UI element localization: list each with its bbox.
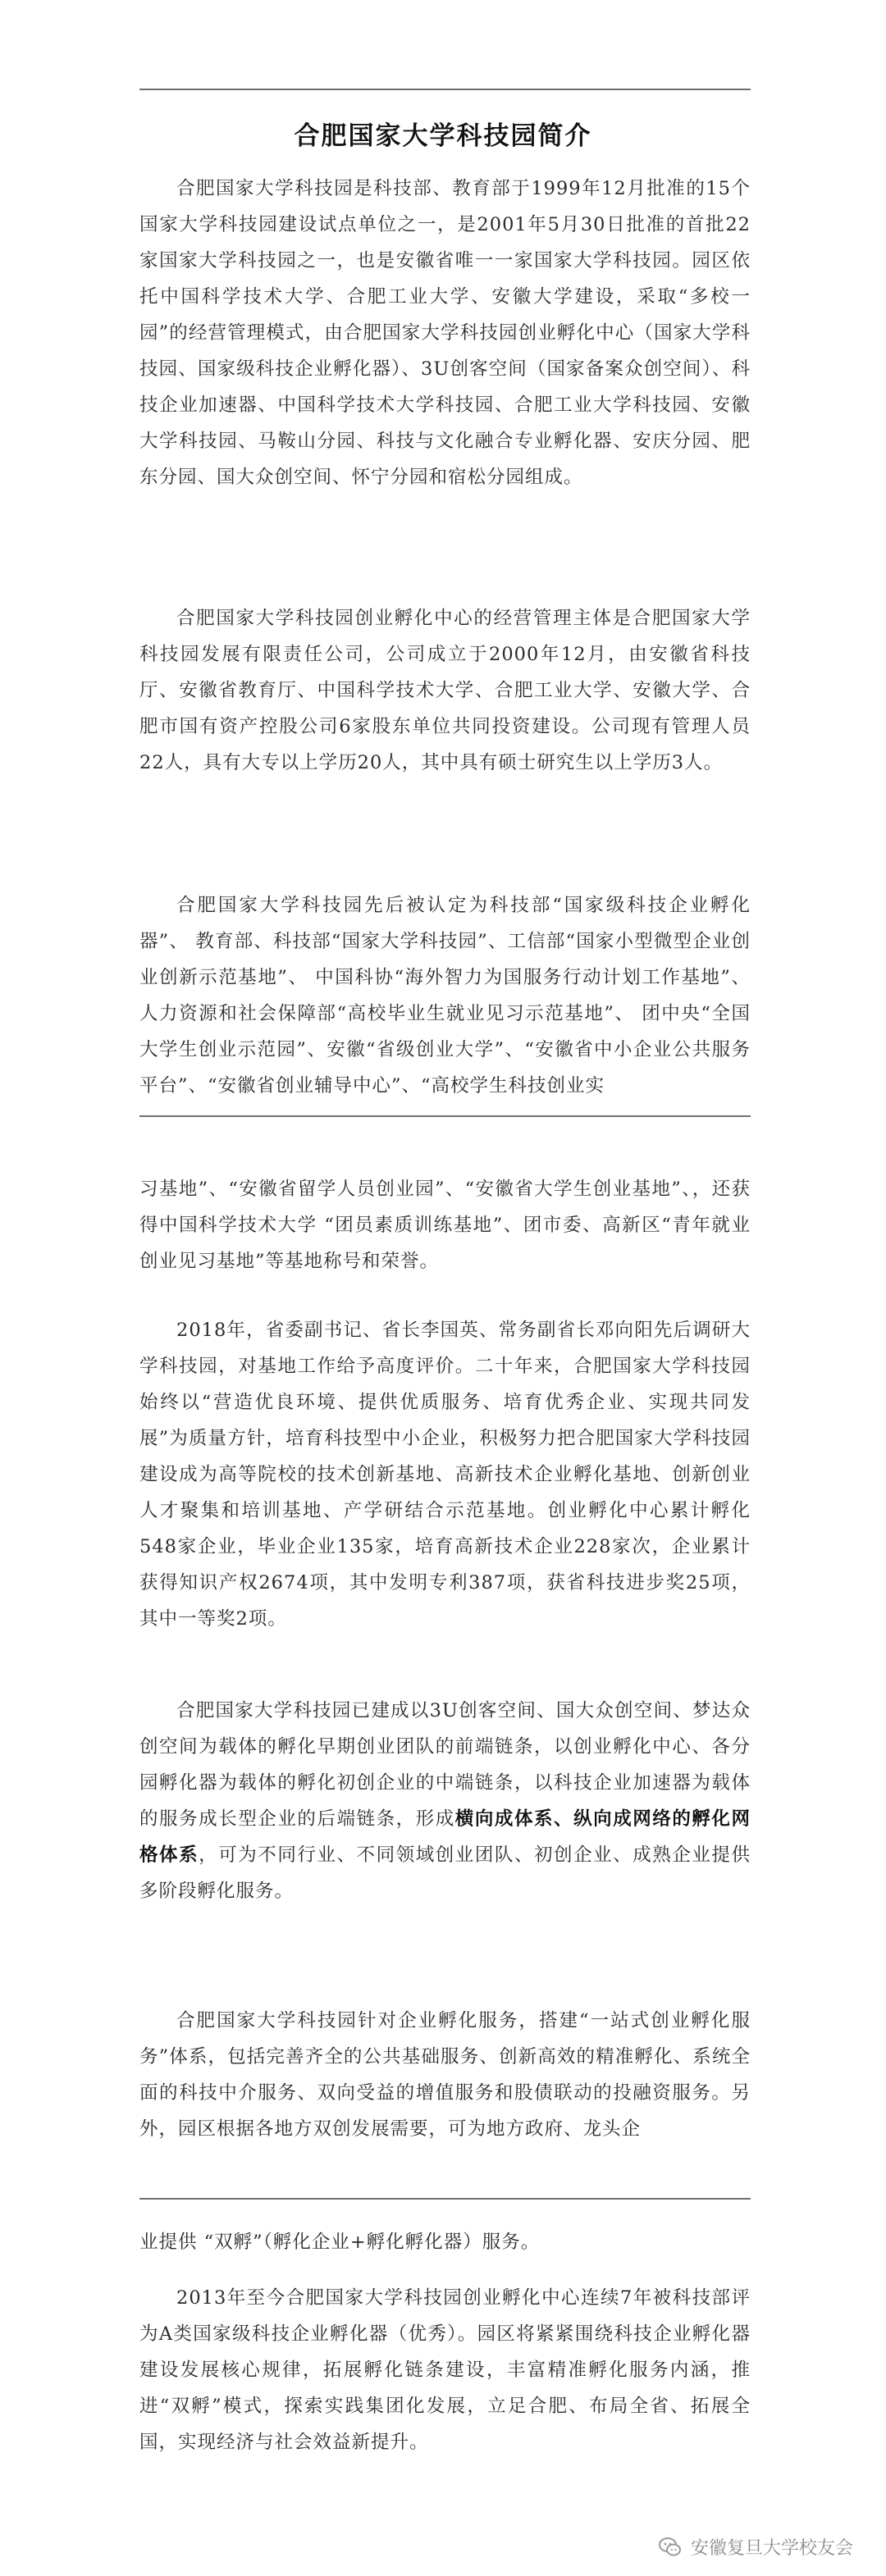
paragraph-services-continued: 业提供 “双孵”（孵化企业+孵化孵化器）服务。 bbox=[139, 2232, 541, 2253]
paragraph-ranking: 2013年至今合肥国家大学科技园创业孵化中心连续7年被科技部评为A类国家级科技企业孵化器（优秀）。园区将紧紧围绕科技企业孵化器建设发展核心规律，拓展孵化链条建设，丰富精准孵化服务内涵，推进“双孵”模式，探索实践集团化发展，立足合肥、布局全省、拓展全国，实现经济与社会效益新提升。 bbox=[139, 2287, 751, 2453]
paragraph-services: 合肥国家大学科技园针对企业孵化服务，搭建“一站式创业孵化服务”体系，包括完善齐全的公共基础服务、创新高效的精准孵化、系统全面的科技中介服务、双向受益的增值服务和股债联动的投融资服务。另外，园区根据各地方双创发展需要，可为地方政府、龙头企 bbox=[139, 2010, 751, 2140]
page-break-rule-1 bbox=[139, 1115, 751, 1117]
chain-text-bold: 横向成体系、纵向成网络的孵化网格体系 bbox=[139, 1808, 751, 1866]
paragraph-honors-continued: 习基地”、“安徽省留学人员创业园”、“安徽省大学生创业基地”、，还获得中国科学技术大学 “团员素质训练基地”、团市委、高新区“青年就业创业见习基地”等基地称号和荣誉。 bbox=[139, 1179, 751, 1272]
page-break-rule-2 bbox=[139, 2198, 751, 2200]
chain-text-a: 合肥国家大学科技园已建成以3U创客空间、国大众创空间、梦达众创空间为载体的孵化早期创业团队的前端链条，以创业孵化中心、各分园孵化器为载体的孵化初创企业的中端链条，以科技企业加速器为载体的服务成长型企业的后端链条，形成 bbox=[139, 1700, 751, 1830]
top-rule bbox=[139, 89, 751, 90]
page-title: 合肥国家大学科技园简介 bbox=[294, 121, 592, 151]
watermark-text: 安徽复旦大学校友会 bbox=[690, 2538, 853, 2559]
paragraph-incubation-chain bbox=[139, 1693, 751, 1909]
paragraph-honors: 合肥国家大学科技园先后被认定为科技部“国家级科技企业孵化器”、 教育部、科技部“国家大学科技园”、工信部“国家小型微型企业创业创新示范基地”、 中国科协“海外智力为国服务行动计划工作基地”、人力资源和社会保障部“高校毕业生就业见习示范基地”、 团中央“全国大学生创业示范园”、安徽“省级创业大学”、“安徽省中小企业公共服务平台”、“安徽省创业辅导中心”、“高校学生科技创业实 bbox=[139, 895, 751, 1097]
paragraph-achievements: 2018年，省委副书记、省长李国英、常务副省长邓向阳先后调研大学科技园，对基地工作给予高度评价。二十年来，合肥国家大学科技园始终以“营造优良环境、提供优质服务、培育优秀企业、实现共同发展”为质量方针，培育科技型中小企业，积极努力把合肥国家大学科技园建设成为高等院校的技术创新基地、高新技术企业孵化基地、创新创业人才聚集和培训基地、产学研结合示范基地。创业孵化中心累计孵化548家企业，毕业企业135家，培育高新技术企业228家次，企业累计获得知识产权2674项，其中发明专利387项，获省科技进步奖25项，其中一等奖2项。 bbox=[139, 1320, 751, 1630]
chain-text-c: ，可为不同行业、不同领域创业团队、初创企业、成熟企业提供多阶段孵化服务。 bbox=[139, 1844, 751, 1902]
paragraph-company: 合肥国家大学科技园创业孵化中心的经营管理主体是合肥国家大学科技园发展有限责任公司，公司成立于2000年12月，由安徽省科技厅、安徽省教育厅、中国科学技术大学、合肥工业大学、安徽大学、合肥市国有资产控股公司6家股东单位共同投资建设。公司现有管理人员22人，具有大专以上学历20人，其中具有硕士研究生以上学历3人。 bbox=[139, 608, 751, 773]
wechat-icon bbox=[658, 2535, 683, 2560]
paragraph-intro: 合肥国家大学科技园是科技部、教育部于1999年12月批准的15个国家大学科技园建设试点单位之一，是2001年5月30日批准的首批22家国家大学科技园之一，也是安徽省唯一一家国家大学科技园。园区依托中国科学技术大学、合肥工业大学、安徽大学建设，采取“多校一园”的经营管理模式，由合肥国家大学科技园创业孵化中心（国家大学科技园、国家级科技企业孵化器）、3U创客空间（国家备案众创空间）、科技企业加速器、中国科学技术大学科技园、合肥工业大学科技园、安徽大学科技园、马鞍山分园、科技与文化融合专业孵化器、安庆分园、肥东分园、国大众创空间、怀宁分园和宿松分园组成。 bbox=[139, 178, 751, 488]
wechat-watermark bbox=[658, 2534, 853, 2560]
